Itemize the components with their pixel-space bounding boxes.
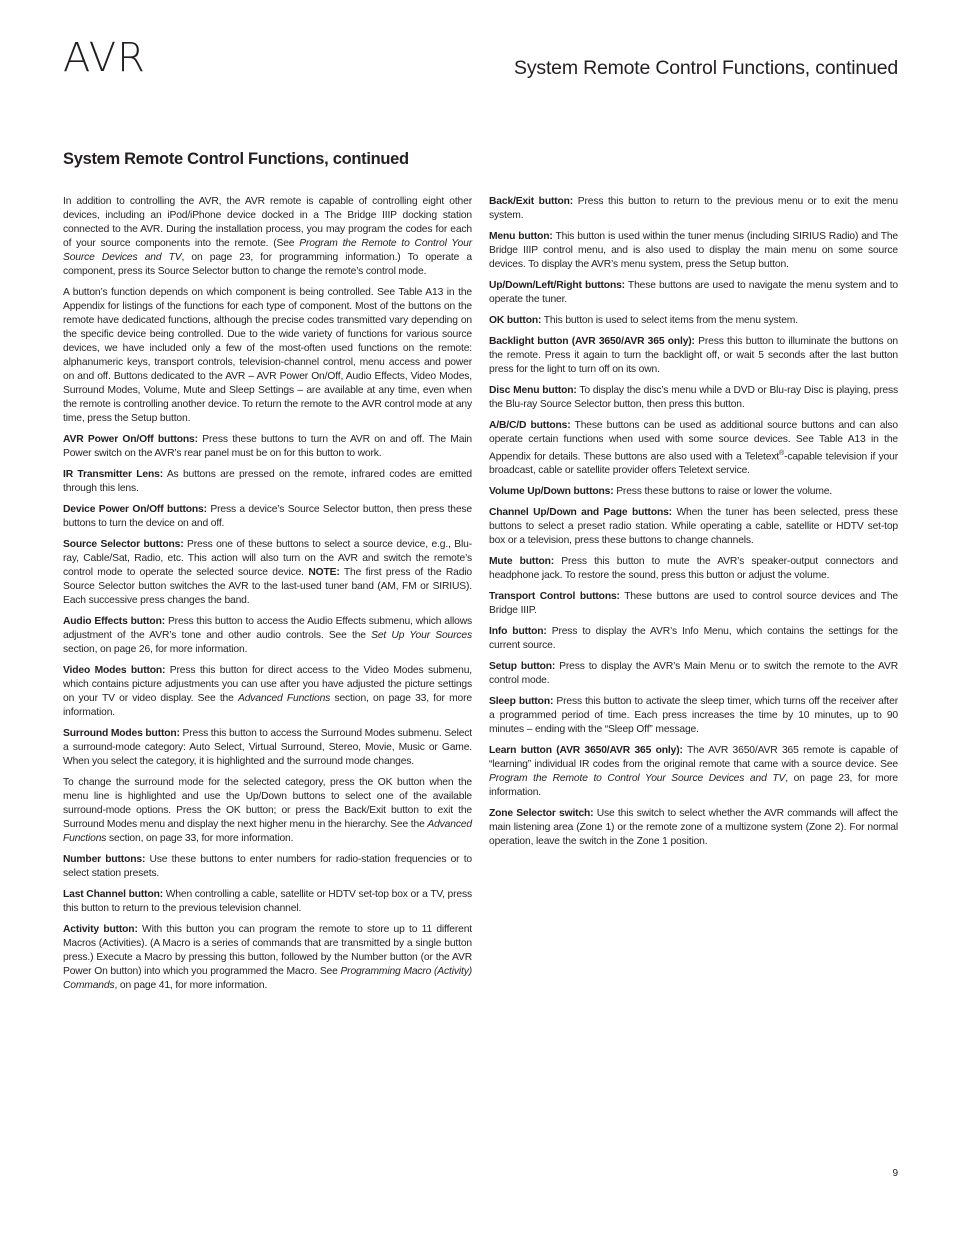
source-selector-paragraph: Source Selector buttons: Press one of these buttons to select a source device, e.g., Blu-ray, Cable/Sat, Radio, etc. This action will also turn on the AVR and switch the remote’s control mode to operate the selected source device. NOTE: The first press of the Radio Source Selector button switches the AVR to the last-used tuner band (AM, FM or SIRIUS). Each successive press changes the band. (63, 539, 472, 606)
backlight-paragraph: Backlight button (AVR 3650/AVR 365 only): Press this button to illuminate the buttons on the remote. Press it again to turn the backlight off, or wait 5 seconds after the last button press for the light to turn off on its own. (489, 336, 898, 375)
audio-effects-paragraph: Audio Effects button: Press this button to access the Audio Effects submenu, which allows adjustment of the AVR’s tone and other audio controls. See the Set Up Your Sources section, on page 26, for more information. (63, 616, 472, 655)
channel-paragraph: Channel Up/Down and Page buttons: When the tuner has been selected, press these buttons to select a preset radio station. While operating a cable, satellite or HDTV set-top box or a television, press these buttons to change channels. (489, 507, 898, 547)
transport-paragraph: Transport Control buttons: These buttons are used to control source devices and The Bridge IIIP. (489, 591, 899, 617)
zone-paragraph: Zone Selector switch: Use this switch to select whether the AVR commands will affect the main listening area (Zone 1) or the remote zone of a multizone system (Zone 2). For normal operation, leave the switch in the Zone 1 position. (489, 808, 898, 848)
device-power-paragraph: Device Power On/Off buttons: Press a device’s Source Selector button, then press these buttons to turn the device on and off. (63, 504, 473, 529)
menu-paragraph: Menu button: This button is used within the tuner menus (including SIRIUS Radio) and The Bridge IIIP control menu, and is also used to display the main menu on some source devices. To display the AVR’s menu system, press the Setup button. (489, 231, 899, 270)
volume-paragraph: Volume Up/Down buttons: Press these buttons to raise or lower the volume. (489, 486, 833, 498)
sleep-paragraph: Sleep button: Press this button to activate the sleep timer, which turns off the receiver after a programmed period of time. Each press increases the time by 10 minutes, up to 90 minutes – ending with the “Sleep Off” message. (489, 696, 898, 736)
left-column (63, 195, 472, 1000)
surround-modes-paragraph: Surround Modes button: Press this button to access the Surround Modes submenu. Select a surround-mode category: Auto Select, Virtual Surround, Stereo, Movie, Music or Game. When you select the category, it is highlighted and the surround mode changes. (63, 728, 472, 767)
avr-power-paragraph: AVR Power On/Off buttons: Press these buttons to turn the AVR on and off. The Main Power switch on the AVR’s rear panel must be on for this button to work. (63, 434, 472, 459)
last-channel-paragraph: Last Channel button: When controlling a cable, satellite or HDTV set-top box or a TV, press this button to return to the previous television channel. (63, 889, 472, 914)
intro-paragraph: In addition to controlling the AVR, the AVR remote is capable of controlling eight other devices, including an iPod/iPhone device docked in a The Bridge IIIP docking station connected to the AVR. During the installation process, you may program the codes for each of your source components into the remote. (See Program the Remote to Control Your Source Devices and TV, on page 23, for programming information.) To operate a component, press its Source Selector button to change the remote’s control mode. (63, 196, 472, 277)
abcd-paragraph: A/B/C/D buttons: These buttons can be used as additional source buttons and can also operate certain functions when used with some source devices. See Table A13 in the Appendix for details. These buttons are also used with a Teletext®-capable television if your broadcast, cable or satellite provider offers Teletext service. (489, 420, 898, 477)
video-modes-paragraph: Video Modes button: Press this button for direct access to the Video Modes submenu, which contains picture adjustments you can use after you have adjusted the picture settings on your TV or video display. See the Advanced Functions section, on page 33, for more information. (63, 665, 472, 718)
ok-paragraph: OK button: This button is used to select items from the menu system. (489, 315, 798, 326)
function-paragraph: A button’s function depends on which component is being controlled. See Table A13 in the Appendix for listings of the functions for each type of component. Most of the buttons on the remote have dedicated functions, although the precise codes transmitted vary depending on the specific device being controlled. Due to the wide variety of functions for various source devices, we have included only a few of the most-often used functions on the remote: alphanumeric keys, transport controls, television-channel control, menu access and power on and off. Buttons dedicated to the AVR – AVR Power On/Off, Audio Effects, Video Modes, Surround Modes, Volume, Mute and Sleep Settings – are available at any time, even when the remote is controlling another device. To return the remote to the AVR control mode at any time, press the Setup button. (63, 287, 472, 424)
learn-paragraph: Learn button (AVR 3650/AVR 365 only): The AVR 3650/AVR 365 remote is capable of “learning” individual IR codes from the original remote that came with a source device. See Program the Remote to Control Your Source Devices and TV, on page 23, for more information. (489, 745, 899, 799)
change-surround-paragraph: To change the surround mode for the selected category, press the OK button when the menu line is highlighted and use the Up/Down buttons to select one of the available surround-mode options. Press the OK button; or press the Back/Exit button to exit the Surround Modes menu and display the next higher menu in the hierarchy. See the Advanced Functions section, on page 33, for more information. (63, 777, 472, 844)
right-column (489, 195, 898, 856)
number-buttons-paragraph: Number buttons: Use these buttons to enter numbers for radio-station frequencies or to select station presets. (63, 854, 472, 879)
navigation-paragraph: Up/Down/Left/Right buttons: These buttons are used to navigate the menu system and to operate the tuner. (489, 280, 899, 305)
back-exit-paragraph: Back/Exit button: Press this button to return to the previous menu or to exit the menu system. (489, 196, 898, 221)
info-paragraph: Info button: Press to display the AVR’s Info Menu, which contains the settings for the current source. (489, 626, 898, 652)
ir-lens-paragraph: IR Transmitter Lens: As buttons are pressed on the remote, infrared codes are emitted through this lens. (63, 469, 472, 494)
activity-paragraph: Activity button: With this button you can program the remote to store up to 11 different Macros (Activities). (A Macro is a series of commands that are transmitted by a single button press.) Execute a Macro by pressing this button, followed by the Number button (or the AVR Power On button) into which you programmed the Macro. See Programming Macro (Activity) Commands, on page 41, for more information. (63, 924, 472, 991)
avr-logo: AVR (63, 35, 146, 81)
page-number: 9 (892, 1168, 898, 1179)
running-head: System Remote Control Functions, continued (514, 57, 898, 79)
section-title: System Remote Control Functions, continued (63, 150, 409, 168)
setup-paragraph: Setup button: Press to display the AVR’s Main Menu or to switch the remote to the AVR control mode. (489, 661, 898, 687)
mute-paragraph: Mute button: Press this button to mute the AVR’s speaker-output connectors and headphone jack. To restore the sound, press this button or adjust the volume. (489, 556, 898, 582)
disc-menu-paragraph: Disc Menu button: To display the disc’s menu while a DVD or Blu-ray Disc is playing, press the Blu-ray Source Selector button, then press this button. (489, 385, 898, 410)
